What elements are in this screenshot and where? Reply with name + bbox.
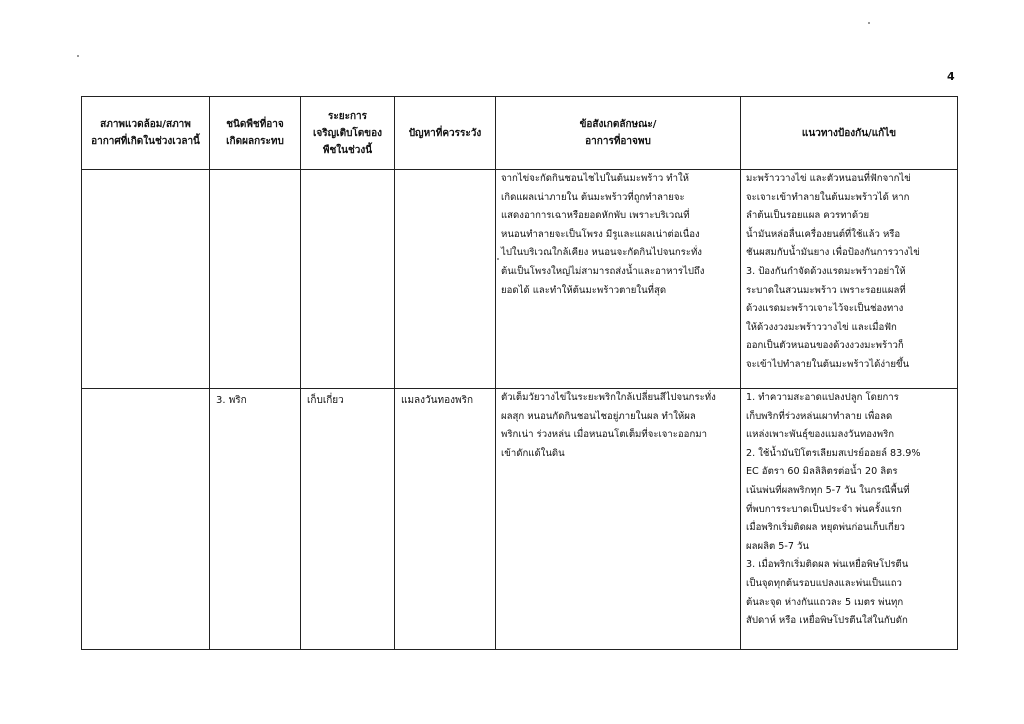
header-line: ระยะการ	[327, 110, 367, 122]
text-line: ลำต้นเป็นรอยแผล ควรทาด้วย	[746, 210, 870, 222]
text-line: 3. เมื่อพริกเริ่มติดผล พ่นเหยื่อพิษโปรตีน	[746, 559, 909, 571]
text-line: ผลสุก หนอนกัดกินชอนไชอยู่ภายในผล ทำให้ผล	[501, 410, 696, 422]
text-line: เกิดแผลเน่าภายใน ต้นมะพร้าวที่ถูกทำลายจะ	[501, 191, 685, 203]
text-line: EC อัตรา 60 มิลลิลิตรต่อน้ำ 20 ลิตร	[746, 466, 898, 478]
text-line: จะเข้าไปทำลายในต้นมะพร้าวได้ง่ายขึ้น	[746, 358, 910, 370]
page-number: 4	[947, 70, 955, 83]
header-line: เกิดผลกระทบ	[226, 136, 284, 147]
text-line: 1. ทำความสะอาดแปลงปลูก โดยการ	[746, 392, 899, 403]
text-line: ต้นละจุด ห่างกันแถวละ 5 เมตร พ่นทุก	[746, 596, 904, 608]
text-line: ตัวเต็มวัยวางไข่ในระยะพริกใกล้เปลี่ยนสีไปจนกระทั่ง	[501, 392, 716, 403]
header-line: ชนิดพืชที่อาจ	[226, 119, 284, 130]
text-line: ไปในบริเวณใกล้เคียง หนอนจะกัดกินไปจนกระทั่ง	[501, 247, 702, 259]
text-line: ด้วงแรดมะพร้าวเจาะไว้จะเป็นช่องทาง	[746, 303, 904, 315]
text-line: เป็นจุดทุกต้นรอบแปลงและพ่นเป็นแถว	[746, 577, 902, 589]
text-line: ระบาดในสวนมะพร้าว เพราะรอยแผลที่	[746, 284, 906, 296]
header-solution	[741, 97, 958, 170]
cell-observation	[496, 170, 741, 389]
header-line: สภาพแวดล้อม/สภาพ	[100, 119, 191, 130]
text-line: ที่พบการระบาดเป็นประจำ พ่นครั้งแรก	[746, 503, 902, 515]
text-line: เข้าดักแด้ในดิน	[501, 447, 565, 459]
text-line: ชันผสมกับน้ำมันยาง เพื่อป้องกันการวางไข่	[746, 247, 920, 259]
header-problem	[395, 97, 496, 170]
cell-solution	[741, 389, 958, 650]
text-line: จากไข่จะกัดกินชอนไชไปในต้นมะพร้าว ทำให้	[501, 173, 689, 184]
text-line: หนอนทำลายจะเป็นโพรง มีรูและแผลเน่าต่อเนื่อง	[501, 228, 700, 240]
text-line: 2. ใช้น้ำมันปิโตรเลียมสเปรย์ออยล์ 83.9%	[746, 447, 921, 459]
table-header-row	[82, 97, 958, 170]
cell-stage	[301, 389, 395, 650]
text-line: ให้ด้วงงวงมะพร้าววางไข่ และเมื่อฟัก	[746, 321, 897, 333]
header-line: แนวทางป้องกัน/แก้ไข	[801, 127, 897, 139]
text-line: ต้นเป็นโพรงใหญ่ไม่สามารถส่งน้ำและอาหารไปถึง	[501, 265, 705, 277]
text-line: เมื่อพริกเริ่มติดผล หยุดพ่นก่อนเก็บเกี่ยว	[746, 522, 905, 534]
scan-speck	[497, 258, 499, 260]
header-growth-stage	[301, 97, 395, 170]
cell-problem	[395, 389, 496, 650]
header-crop	[210, 97, 301, 170]
header-line: อาการที่อาจพบ	[585, 136, 651, 147]
header-line: พืชในช่วงนี้	[322, 144, 373, 156]
text-line: จะเจาะเข้าทำลายในต้นมะพร้าวได้ หาก	[746, 191, 910, 203]
problem-name: แมลงวันทองพริก	[401, 395, 473, 406]
table-row	[82, 170, 958, 389]
cell-crop	[210, 170, 301, 389]
text-line: เก็บพริกที่ร่วงหล่นเผาทำลาย เพื่อลด	[746, 410, 893, 422]
cell-crop	[210, 389, 301, 650]
pest-advisory-table	[81, 96, 958, 650]
crop-name: 3. พริก	[216, 395, 247, 406]
text-line: ออกเป็นตัวหนอนของด้วงงวงมะพร้าวก็	[746, 340, 904, 352]
cell-stage	[301, 170, 395, 389]
text-line: แสดงอาการเฉาหรือยอดหักพับ เพราะบริเวณที่	[501, 210, 690, 222]
table-row	[82, 389, 958, 650]
text-line: เน้นพ่นที่ผลพริกทุก 5-7 วัน ในกรณีพื้นที่	[746, 484, 910, 496]
cell-solution	[741, 170, 958, 389]
text-line: ผลผลิต 5-7 วัน	[746, 540, 809, 552]
header-line: ปัญหาที่ควรระวัง	[408, 127, 482, 139]
header-line: อากาศที่เกิดในช่วงเวลานี้	[91, 136, 200, 147]
text-line: 3. ป้องกันกำจัดด้วงแรดมะพร้าวอย่าให้	[746, 265, 906, 277]
text-line: สัปดาห์ หรือ เหยื่อพิษโปรตีนใส่ในกับดัก	[746, 615, 908, 627]
text-line: มะพร้าววางไข่ และตัวหนอนที่ฟักจากไข่	[746, 173, 911, 184]
text-line: น้ำมันหล่อลื่นเครื่องยนต์ที่ใช้แล้ว หรือ	[746, 228, 901, 240]
cell-environment	[82, 170, 210, 389]
scan-speck	[77, 55, 79, 57]
text-line: พริกเน่า ร่วงหล่น เมื่อหนอนโตเต็มที่จะเจาะออกมา	[501, 429, 707, 441]
cell-problem	[395, 170, 496, 389]
header-line: เจริญเติบโตของ	[312, 127, 383, 139]
header-line: ข้อสังเกตลักษณะ/	[579, 119, 657, 130]
text-line: แหล่งเพาะพันธุ์ของแมลงวันทองพริก	[746, 429, 895, 441]
scan-speck	[868, 22, 870, 24]
cell-observation	[496, 389, 741, 650]
cell-environment	[82, 389, 210, 650]
growth-stage: เก็บเกี่ยว	[307, 395, 344, 406]
text-line: ยอดได้ และทำให้ต้นมะพร้าวตายในที่สุด	[501, 284, 667, 296]
header-observation	[496, 97, 741, 170]
header-environment	[82, 97, 210, 170]
